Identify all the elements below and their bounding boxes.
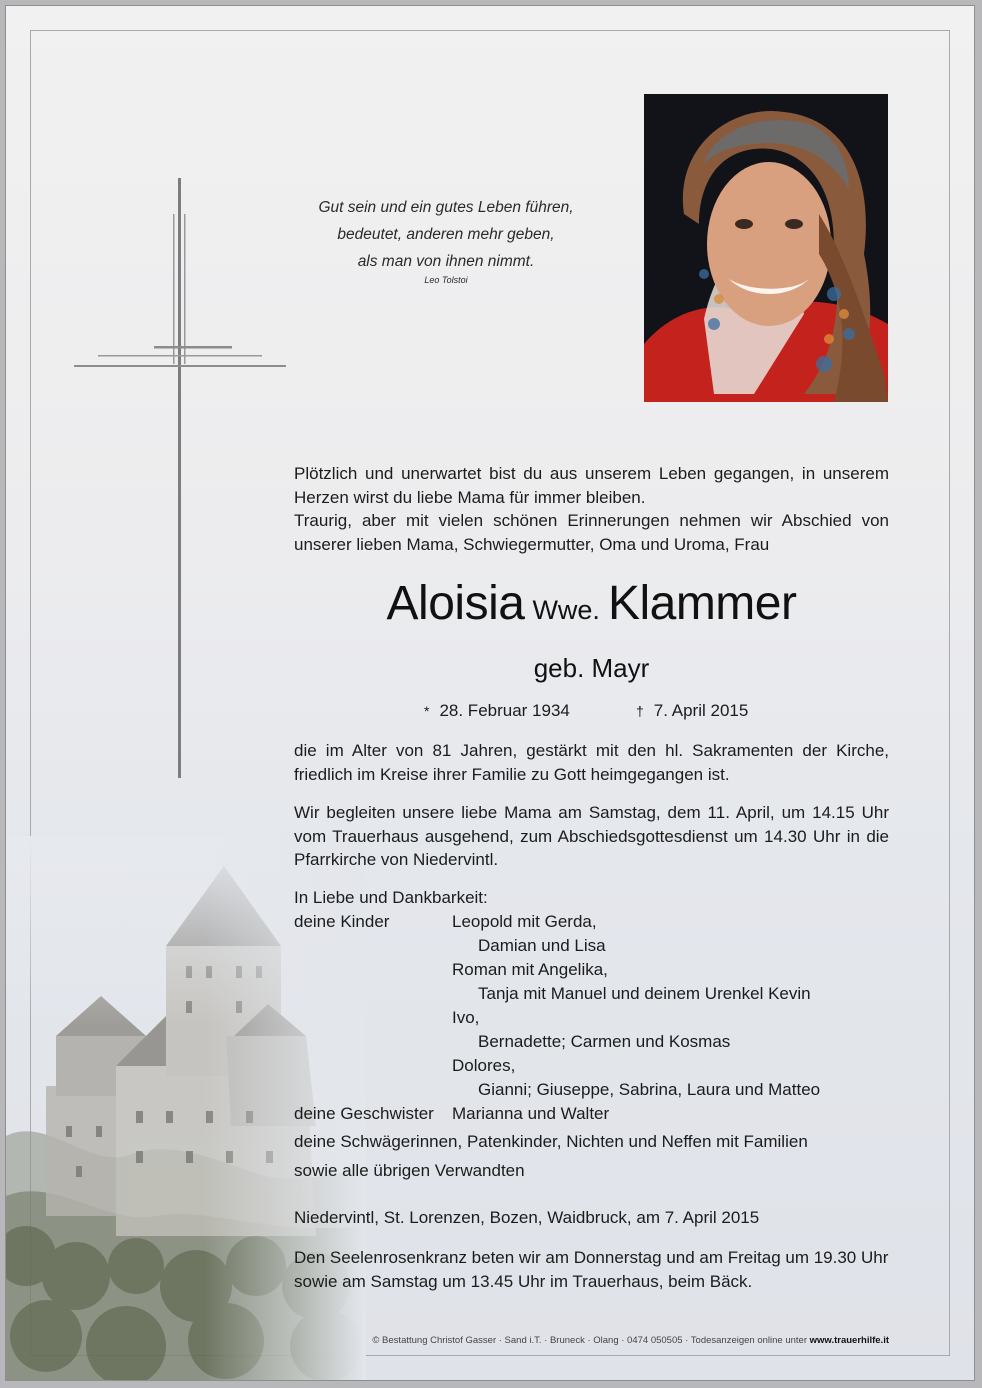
family-row bbox=[294, 958, 889, 982]
death-date-group bbox=[636, 699, 748, 723]
quote-block bbox=[296, 194, 596, 287]
footer-text: © Bestattung Christof Gasser · Sand i.T. · Bruneck · Olang · 0474 050505 · Todesanzeigen online unter bbox=[372, 1335, 807, 1346]
rosary-line: Den Seelenrosenkranz beten wir am Donnerstag und am Freitag um 19.30 Uhr bbox=[294, 1248, 889, 1267]
quote-author: Leo Tolstoi bbox=[424, 275, 468, 285]
intro-line: Plötzlich und unerwartet bist du aus unserem Leben gegangen, in unserem Herzen wirst du liebe Mama für immer bleiben. bbox=[294, 464, 889, 507]
family-row bbox=[294, 1006, 889, 1030]
funeral-paragraph bbox=[294, 801, 889, 872]
family-row bbox=[294, 982, 889, 1006]
family-row bbox=[294, 910, 889, 934]
quote-line: als man von ihnen nimmt. bbox=[357, 253, 535, 270]
child-name: Ivo, bbox=[452, 1008, 480, 1027]
descendants: Bernadette; Carmen und Kosmas bbox=[478, 1032, 731, 1051]
obituary-card bbox=[6, 6, 974, 1380]
age-paragraph bbox=[294, 739, 889, 786]
place-date: Niedervintl, St. Lorenzen, Bozen, Waidbruck, am 7. April 2015 bbox=[294, 1208, 760, 1227]
first-name: Aloisia bbox=[386, 577, 525, 630]
birth-date: 28. Februar 1934 bbox=[439, 701, 570, 720]
death-cross-icon: † bbox=[636, 703, 644, 719]
family-row bbox=[294, 934, 889, 958]
family-row bbox=[294, 1102, 889, 1126]
footer-website-link[interactable]: www.trauerhilfe.it bbox=[809, 1335, 889, 1346]
family-heading: In Liebe und Dankbarkeit: bbox=[294, 888, 488, 907]
child-name: Leopold mit Gerda, bbox=[452, 912, 597, 931]
rosary-info bbox=[294, 1246, 889, 1294]
deceased-name bbox=[294, 576, 889, 638]
birth-date-group bbox=[424, 699, 570, 723]
intro-text bbox=[294, 462, 889, 556]
family-heading-row bbox=[294, 886, 889, 910]
descendants: Gianni; Giuseppe, Sabrina, Laura und Matteo bbox=[478, 1080, 821, 1099]
others-text: sowie alle übrigen Verwandten bbox=[294, 1161, 525, 1180]
siblings-label: deine Geschwister bbox=[294, 1104, 434, 1123]
portrait-photo bbox=[644, 94, 888, 402]
birth-star-icon: * bbox=[424, 703, 430, 719]
age-text: die im Alter von 81 Jahren, gestärkt mit den hl. Sakramenten der Kirche, friedlich im Kreise ihrer Familie zu Gott heimgegangen ist. bbox=[294, 741, 889, 784]
family-list bbox=[294, 886, 889, 1184]
quote-line: bedeutet, anderen mehr geben, bbox=[337, 226, 555, 243]
children-label: deine Kinder bbox=[294, 912, 390, 931]
inlaws-text: deine Schwägerinnen, Patenkinder, Nichten und Neffen mit Familien bbox=[294, 1132, 808, 1151]
descendants: Tanja mit Manuel und deinem Urenkel Kevin bbox=[478, 984, 811, 1003]
quote-line: Gut sein und ein gutes Leben führen, bbox=[318, 199, 574, 216]
family-row bbox=[294, 1030, 889, 1054]
family-row bbox=[294, 1155, 889, 1184]
child-name: Roman mit Angelika, bbox=[452, 960, 608, 979]
maiden-name: geb. Mayr bbox=[533, 653, 650, 683]
cross-icon bbox=[74, 178, 286, 778]
last-name: Klammer bbox=[607, 577, 797, 630]
funeral-text: Wir begleiten unsere liebe Mama am Samstag, dem 11. April, um 14.15 Uhr vom Trauerhaus ausgehend, zum Abschiedsgottesdienst um 14.30 Uhr in die Pfarrkirche von Niedervintl. bbox=[294, 803, 889, 869]
footer bbox=[294, 1334, 889, 1348]
descendants: Damian und Lisa bbox=[478, 936, 606, 955]
rosary-line: sowie am Samstag um 13.45 Uhr im Trauerhaus, beim Bäck. bbox=[294, 1272, 753, 1291]
intro-line: Traurig, aber mit vielen schönen Erinnerungen nehmen wir Abschied von unserer lieben Mama, Schwiegermutter, Oma und Uroma, Frau bbox=[294, 511, 889, 554]
widow-mark: Wwe. bbox=[532, 595, 600, 625]
child-name: Dolores, bbox=[452, 1056, 516, 1075]
family-row bbox=[294, 1126, 889, 1155]
death-date: 7. April 2015 bbox=[653, 701, 749, 720]
family-row bbox=[294, 1078, 889, 1102]
family-row bbox=[294, 1054, 889, 1078]
siblings-names: Marianna und Walter bbox=[452, 1104, 610, 1123]
